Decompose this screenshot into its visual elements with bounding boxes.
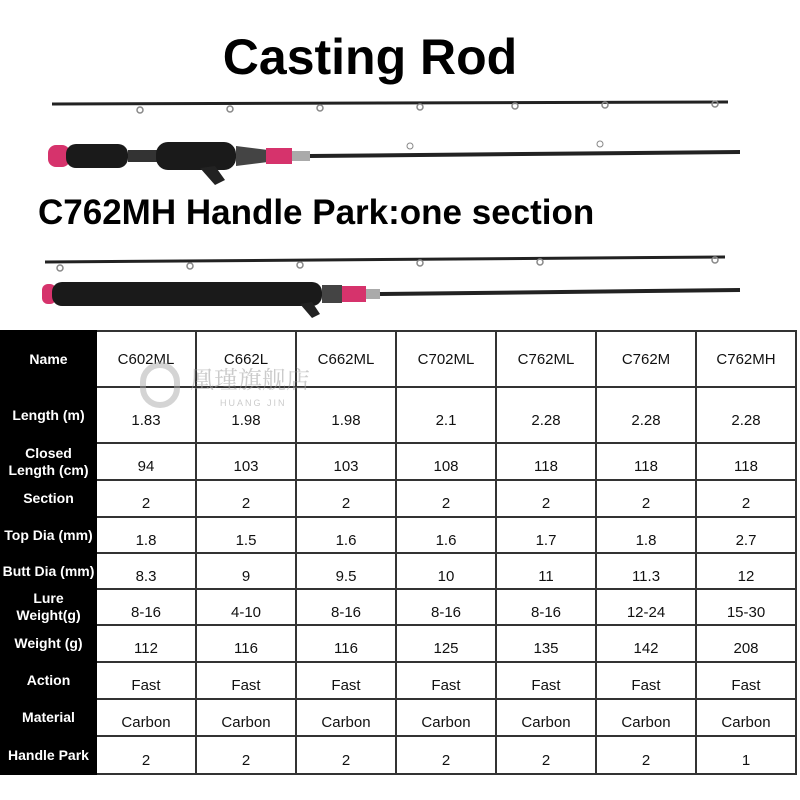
- table-cell: 8-16: [496, 589, 596, 625]
- table-cell: Fast: [296, 662, 396, 699]
- table-cell: 118: [696, 443, 796, 480]
- table-cell: 2.7: [696, 517, 796, 553]
- table-cell: 8.3: [96, 553, 196, 589]
- table-cell: 118: [596, 443, 696, 480]
- table-cell: Fast: [496, 662, 596, 699]
- table-cell: 4-10: [196, 589, 296, 625]
- table-cell: 2: [496, 480, 596, 517]
- table-cell: 2: [396, 736, 496, 774]
- table-cell: 8-16: [296, 589, 396, 625]
- model-name: C702ML: [396, 331, 496, 387]
- table-cell: 135: [496, 625, 596, 662]
- table-cell: Carbon: [496, 699, 596, 736]
- table-row: [1, 387, 796, 443]
- row-label: Weight (g): [1, 625, 96, 662]
- watermark-text-cn: 凰瑾旗舰店: [190, 367, 310, 394]
- row-label: Handle Park: [1, 736, 96, 774]
- table-cell: 2: [196, 736, 296, 774]
- row-label: Length (m): [1, 387, 96, 443]
- table-cell: 1.98: [296, 387, 396, 443]
- table-cell: 1: [696, 736, 796, 774]
- row-label: Closed Length (cm): [1, 443, 96, 480]
- model-name: C602ML: [96, 331, 196, 387]
- model-name: C662ML: [296, 331, 396, 387]
- table-cell: 1.5: [196, 517, 296, 553]
- model-name: C662L: [196, 331, 296, 387]
- table-cell: Carbon: [96, 699, 196, 736]
- table-cell: Carbon: [596, 699, 696, 736]
- table-row: [1, 517, 796, 553]
- spec-table: [0, 330, 797, 775]
- table-row: [1, 589, 796, 625]
- model-name: C762M: [596, 331, 696, 387]
- table-cell: 116: [296, 625, 396, 662]
- table-row: [1, 480, 796, 517]
- watermark-text-en: HUANG JIN: [220, 398, 287, 408]
- table-cell: 2: [496, 736, 596, 774]
- table-cell: 11.3: [596, 553, 696, 589]
- table-cell: 2: [396, 480, 496, 517]
- row-label: Lure Weight(g): [1, 589, 96, 625]
- table-cell: 2: [96, 480, 196, 517]
- table-cell: 1.98: [196, 387, 296, 443]
- table-row: [1, 736, 796, 774]
- table-cell: Carbon: [196, 699, 296, 736]
- table-cell: 1.6: [296, 517, 396, 553]
- table-cell: 103: [196, 443, 296, 480]
- table-cell: Fast: [196, 662, 296, 699]
- row-label: Butt Dia (mm): [1, 553, 96, 589]
- table-cell: 1.6: [396, 517, 496, 553]
- row-label: Section: [1, 480, 96, 517]
- table-cell: 10: [396, 553, 496, 589]
- table-cell: 2.1: [396, 387, 496, 443]
- table-cell: 118: [496, 443, 596, 480]
- row-label: Action: [1, 662, 96, 699]
- table-cell: 112: [96, 625, 196, 662]
- table-cell: 103: [296, 443, 396, 480]
- header-label: Name: [1, 331, 96, 387]
- table-cell: 11: [496, 553, 596, 589]
- model-name: C762ML: [496, 331, 596, 387]
- table-cell: 2: [296, 736, 396, 774]
- table-cell: 2: [596, 736, 696, 774]
- table-cell: Carbon: [696, 699, 796, 736]
- rod-butt-section-2: [42, 282, 740, 318]
- table-cell: 2.28: [596, 387, 696, 443]
- table-cell: Fast: [696, 662, 796, 699]
- rod-images: [0, 0, 800, 320]
- table-cell: 2: [96, 736, 196, 774]
- table-cell: Fast: [396, 662, 496, 699]
- table-header-row: [1, 331, 796, 387]
- table-cell: 12-24: [596, 589, 696, 625]
- table-cell: 8-16: [396, 589, 496, 625]
- table-cell: 8-16: [96, 589, 196, 625]
- model-name: C762MH: [696, 331, 796, 387]
- table-cell: 1.8: [596, 517, 696, 553]
- page-title: Casting Rod: [222, 29, 518, 85]
- table-cell: 9.5: [296, 553, 396, 589]
- table-cell: 2.28: [696, 387, 796, 443]
- rod-tip-section-2: [45, 257, 725, 271]
- table-cell: 142: [596, 625, 696, 662]
- page-subtitle: C762MH Handle Park:one section: [38, 193, 595, 232]
- table-row: [1, 625, 796, 662]
- table-row: [1, 699, 796, 736]
- row-label: Top Dia (mm): [1, 517, 96, 553]
- table-cell: 1.7: [496, 517, 596, 553]
- rod-butt-section-1: [48, 141, 740, 185]
- table-cell: 2: [296, 480, 396, 517]
- table-cell: 94: [96, 443, 196, 480]
- table-cell: Carbon: [396, 699, 496, 736]
- table-row: [1, 553, 796, 589]
- table-cell: 2.28: [496, 387, 596, 443]
- table-cell: 15-30: [696, 589, 796, 625]
- table-cell: 9: [196, 553, 296, 589]
- table-cell: 108: [396, 443, 496, 480]
- rod-tip-section-1: [52, 101, 728, 113]
- table-cell: 208: [696, 625, 796, 662]
- table-cell: Carbon: [296, 699, 396, 736]
- table-cell: 2: [696, 480, 796, 517]
- table-row: [1, 662, 796, 699]
- table-cell: 116: [196, 625, 296, 662]
- table-cell: 2: [196, 480, 296, 517]
- table-cell: Fast: [96, 662, 196, 699]
- table-cell: 2: [596, 480, 696, 517]
- table-cell: 12: [696, 553, 796, 589]
- table-row: [1, 443, 796, 480]
- table-cell: 125: [396, 625, 496, 662]
- table-cell: 1.8: [96, 517, 196, 553]
- row-label: Material: [1, 699, 96, 736]
- table-cell: Fast: [596, 662, 696, 699]
- table-cell: 1.83: [96, 387, 196, 443]
